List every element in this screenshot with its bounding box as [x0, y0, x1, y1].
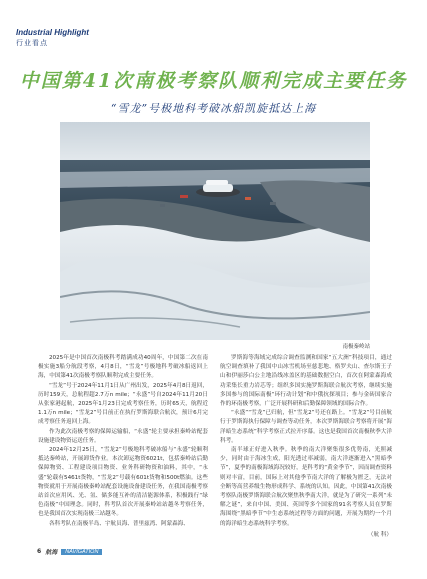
paragraph: 作为此次南极考察的保障运输船，“永盛”轮主要承担秦岭站配套设施建设物资运送任务。: [38, 428, 208, 444]
left-column: [38, 354, 208, 529]
station-aerial-photo: [60, 122, 370, 340]
photo-caption: 南极秦岭站: [342, 344, 370, 350]
magazine-name: 航海: [45, 549, 58, 556]
paragraph: “永盛”“雪龙”已归航，但“雪龙2”号还在路上。“雪龙2”号目前航行于罗斯海执行保障与调查等动任务，本次罗斯海联合考察将开展“海洋暗生态系统”科学考察正式拉开序幕。这也是我国首次南极秋季大洋科考。: [220, 410, 392, 444]
section-title-en: Industrial Highlight: [16, 28, 89, 37]
photo-illustration: [60, 122, 370, 340]
paragraph: 南半球正好进入秋季。秋季的南大洋聚集很多优势南，光照减少，同时由于海冰生成，阳光透过率减弱，南大洋逐渐进入“黑暗季节”，夏季的南极海域海况较好，是科考的“黄金季节”，因而调查资料则对丰富，目前，国际上对其他季节南大洋的了解极为匮乏，无法对全断等高营养级生物形成科学、系统的认知。因此，中国第41次南极考察队南极罗斯海联合航次聚焦秋季南大洋，就是为了研究一系列“未解之谜”，来自中国、美国、英国等多个国家的91名考察人员在罗斯海围绕“黑暗季节”中生态系统过程等方面的问题，开展为期约一个月的海洋暗生态系统科学考察。: [220, 447, 392, 527]
article-title: 中国第41次南极考察队顺利完成主要任务: [19, 70, 408, 92]
paragraph: “雪龙”号于2024年11月1日从广州出发，2025年4月8日返回，历时159天，总航程超2.7万n mile；“永盛”号自2024年11月20日从张家港起航，2025年1月23日完成考察任务，历时65天，航程近1.1万n mile；“雪龙2”号目前正在执行罗斯海联合航次，预计6月完成考察任务返回上海。: [38, 382, 208, 426]
paragraph: 罗斯海等海域完成综合调查监测和国家“五大洲”科技项目，通过航空调查填补了我国中山冰雪机场至慈悲地、格罗夫山、查尔斯王子山和伊丽莎白公主地沿线冰盖区的基础数据空白，首次在阿蒙森海成功采集长重力岩芯等；组织多国实施罗斯海联合航次考察，继续实施多国参与的国际南极“环行动计划”和中俄抗探项目；参与金砖国家合作的环南极考察，广泛开展科研和后勤保障领域的国际合作。: [220, 355, 392, 408]
right-column: [220, 354, 392, 540]
magazine-tag: NAVIGATION: [61, 549, 102, 555]
paragraph: 2024年12月25日，“雪龙2”号极地科考破冰船与“永盛”轮顺利抵达秦岭站，开展卸货作业。本次卸运物资6021t，包括秦岭站后勤保障物资、工程建设项目物资、业务科研物资和油料，其中，“永盛”轮载有5461t货物，“雪龙2”号载有601t货物和500t燃油。这些物资就用于开展南极秦岭站配套设施设备建设任务，在我国南极考察站首次应用风、光、氢、储多能互补的清洁能源体系，积极践行“绿色南极”中国理念。同时，科考队首次开展秦岭站站越冬考察任务，也是我国首次实现南极三站越冬。: [38, 447, 208, 518]
section-header: [16, 28, 89, 48]
paragraph: 2025年是中国首次南极科考踏满成功40周年，中国第二次在南极实施3船分航段考察，4月8日，“雪龙”号极地科考破冰船返回上海，中国第41次南极考察队顺利完成主要任务。: [38, 355, 208, 380]
page-number: 6: [37, 548, 42, 555]
paragraph: 各科考队在南极半岛、宇航员海、普里兹湾、阿蒙森海、: [49, 520, 189, 527]
byline: （航 科）: [367, 531, 392, 538]
section-title-cn: 行业看点: [16, 39, 48, 47]
article-subtitle: “雪龙”号极地科考破冰船凯旋抵达上海: [110, 102, 317, 115]
page-footer: [37, 547, 102, 556]
